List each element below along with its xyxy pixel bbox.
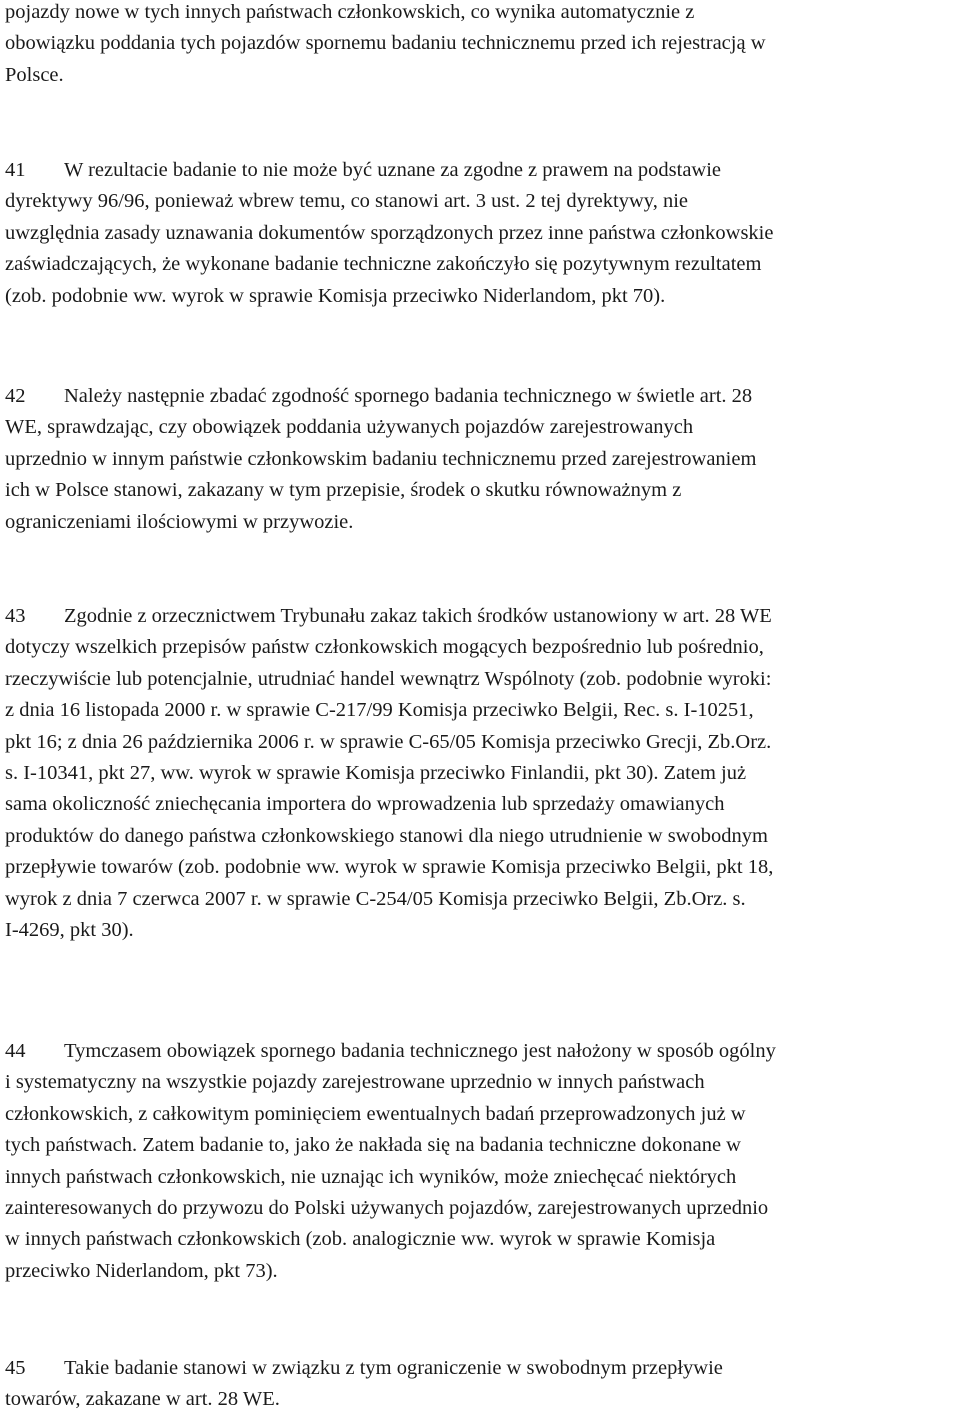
paragraph-number: 45: [5, 1357, 26, 1379]
text-line-content: Tymczasem obowiązek spornego badania technicznego jest nałożony w sposób ogólny: [64, 1040, 776, 1062]
paragraph-41: [5, 155, 955, 312]
text-line: pojazdy nowe w tych innych państwach członkowskich, co wynika automatycznie z: [5, 1, 695, 23]
text-line: I‑4269, pkt 30).: [5, 918, 134, 941]
text-line: przeciwko Niderlandom, pkt 73).: [5, 1259, 278, 1282]
text-line-content: Zgodnie z orzecznictwem Trybunału zakaz takich środków ustanowiony w art. 28 WE: [64, 605, 772, 627]
text-line: produktów do danego państwa członkowskiego stanowi dla niego utrudnienie w swobodnym: [5, 824, 768, 847]
text-line: (zob. podobnie ww. wyrok w sprawie Komisja przeciwko Niderlandom, pkt 70).: [5, 284, 666, 307]
paragraph-43: [5, 601, 955, 946]
text-line: rzeczywiście lub potencjalnie, utrudniać handel wewnątrz Wspólnoty (zob. podobnie wyroki:: [5, 667, 772, 690]
text-line: [5, 1036, 955, 1067]
text-line: [5, 155, 955, 186]
text-line: i systematyczny na wszystkie pojazdy zarejestrowane uprzednio w innych państwach: [5, 1071, 705, 1094]
paragraph-42: [5, 381, 955, 538]
text-line: zainteresowanych do przywozu do Polski używanych pojazdów, zarejestrowanych uprzednio: [5, 1196, 769, 1219]
text-line: ograniczeniami ilościowymi w przywozie.: [5, 510, 354, 533]
paragraph-44: [5, 1036, 955, 1287]
paragraph-number: 42: [5, 385, 26, 407]
text-line: [5, 601, 955, 632]
text-line: innych państwach członkowskich, nie uznając ich wyników, może zniechęcać niektórych: [5, 1165, 737, 1188]
text-line: [5, 381, 955, 412]
text-line: towarów, zakazane w art. 28 WE.: [5, 1388, 280, 1411]
text-line: pkt 16; z dnia 26 października 2006 r. w sprawie C‑65/05 Komisja przeciwko Grecji, Zb.Orz.: [5, 730, 772, 753]
text-line: [5, 1353, 955, 1384]
text-line: ich w Polsce stanowi, zakazany w tym przepisie, środek o skutku równoważnym z: [5, 479, 682, 502]
text-line: uprzednio w innym państwie członkowskim badaniu technicznemu przed zarejestrowaniem: [5, 447, 757, 470]
text-line: przepływie towarów (zob. podobnie ww. wyrok w sprawie Komisja przeciwko Belgii, pkt 18,: [5, 856, 774, 879]
text-line: WE, sprawdzając, czy obowiązek poddania używanych pojazdów zarejestrowanych: [5, 416, 694, 439]
text-line: tych państwach. Zatem badanie to, jako że nakłada się na badania techniczne dokonane w: [5, 1134, 741, 1157]
text-line: obowiązku poddania tych pojazdów spornemu badaniu technicznemu przed ich rejestracją w: [5, 32, 766, 55]
text-line-content: Należy następnie zbadać zgodność spornego badania technicznego w świetle art. 28: [64, 385, 753, 407]
text-line-content: Takie badanie stanowi w związku z tym ograniczenie w swobodnym przepływie: [64, 1357, 723, 1379]
paragraph-45: [5, 1353, 955, 1416]
text-line: s. I‑10341, pkt 27, ww. wyrok w sprawie Komisja przeciwko Finlandii, pkt 30). Zatem już: [5, 761, 747, 784]
text-line: uwzględnia zasady uznawania dokumentów sporządzonych przez inne państwa członkowskie: [5, 221, 774, 244]
text-line: wyrok z dnia 7 czerwca 2007 r. w sprawie C‑254/05 Komisja przeciwko Belgii, Zb.Orz. s.: [5, 887, 746, 910]
paragraph-number: 41: [5, 159, 26, 181]
text-line-content: W rezultacie badanie to nie może być uznane za zgodne z prawem na podstawie: [64, 159, 722, 181]
text-line: Polsce.: [5, 63, 64, 86]
text-line: zaświadczających, że wykonane badanie techniczne zakończyło się pozytywnym rezultatem: [5, 253, 762, 276]
text-line: dyrektywy 96/96, ponieważ wbrew temu, co stanowi art. 3 ust. 2 tej dyrektywy, nie: [5, 190, 688, 213]
text-line: sama okoliczność zniechęcania importera do wprowadzenia lub sprzedaży omawianych: [5, 793, 725, 816]
paragraph-number: 43: [5, 605, 26, 627]
text-line: w innych państwach członkowskich (zob. analogicznie ww. wyrok w sprawie Komisja: [5, 1228, 716, 1251]
paragraph-number: 44: [5, 1040, 26, 1062]
text-line: dotyczy wszelkich przepisów państw członkowskich mogących bezpośrednio lub pośrednio,: [5, 636, 764, 659]
paragraph-continuation: [5, 0, 955, 91]
text-line: z dnia 16 listopada 2000 r. w sprawie C‑217/99 Komisja przeciwko Belgii, Rec. s. I‑10251,: [5, 699, 754, 722]
text-line: członkowskich, z całkowitym pominięciem ewentualnych badań przeprowadzonych już w: [5, 1102, 746, 1125]
